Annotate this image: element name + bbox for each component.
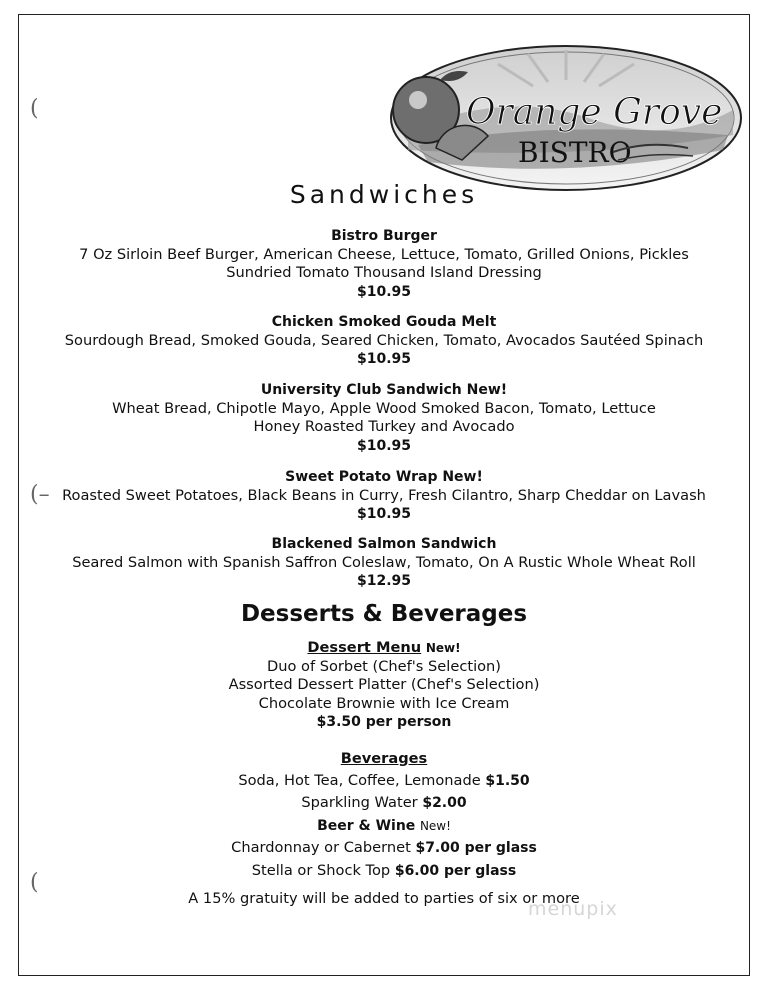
beverage-line — [0, 860, 768, 883]
beverage-line — [0, 837, 768, 860]
beverage-price: $6.00 per glass — [394, 862, 517, 879]
item-price: $10.95 — [356, 437, 412, 454]
logo-title: Orange Grove — [466, 92, 723, 133]
watermark: menupix — [528, 898, 618, 920]
item-description: Roasted Sweet Potatoes, Black Beans in Curry, Fresh Cilantro, Sharp Cheddar on Lavash — [62, 486, 706, 504]
item-price: $12.95 — [356, 573, 412, 589]
item-price: $10.95 — [356, 283, 412, 300]
punch-hole-mark: ( — [30, 870, 39, 895]
punch-hole-mark: ( — [30, 96, 39, 121]
dessert-item: Chocolate Brownie with Ice Cream — [258, 694, 510, 712]
beverages — [0, 748, 768, 882]
bistro-logo — [388, 40, 748, 200]
item-description: Sourdough Bread, Smoked Gouda, Seared Chicken, Tomato, Avocados Sautéed Spinach — [64, 331, 704, 349]
beverages-label: Beverages — [340, 750, 428, 767]
beverage-text: Soda, Hot Tea, Coffee, Lemonade — [238, 771, 481, 789]
beverage-text: Stella or Shock Top — [251, 861, 391, 879]
item-name: Chicken Smoked Gouda Melt — [271, 314, 497, 330]
item-name: Sweet Potato Wrap New! — [285, 469, 483, 485]
item-description: Seared Salmon with Spanish Saffron Coleslaw, Tomato, On A Rustic Whole Wheat Roll — [72, 553, 696, 571]
dessert-item: Duo of Sorbet (Chef's Selection) — [266, 657, 501, 675]
section-title-sandwiches: Sandwiches — [289, 180, 479, 209]
item-description: Sundried Tomato Thousand Island Dressing — [226, 264, 542, 281]
item-description: Honey Roasted Turkey and Avocado — [253, 418, 515, 435]
item-description: Wheat Bread, Chipotle Mayo, Apple Wood Smoked Bacon, Tomato, Lettuce — [112, 399, 656, 417]
menu-item — [0, 227, 768, 301]
dessert-menu — [0, 639, 768, 732]
new-badge: New! — [419, 818, 451, 833]
beverage-price: $2.00 — [422, 795, 467, 811]
beer-wine-label: Beer & Wine — [317, 817, 416, 834]
beverage-text: Chardonnay or Cabernet — [231, 839, 411, 856]
menu-item — [0, 381, 768, 455]
new-badge: New! — [425, 641, 461, 655]
punch-hole-mark: (– — [30, 482, 50, 507]
beverage-price: $7.00 per glass — [415, 840, 537, 856]
gratuity-note: A 15% gratuity will be added to parties of six or more — [188, 890, 580, 907]
menu-item — [0, 313, 768, 369]
menu-item — [0, 468, 768, 524]
section-title-desserts: Desserts & Beverages — [240, 601, 528, 627]
beverage-text: Sparkling Water — [301, 794, 418, 811]
item-price: $10.95 — [356, 506, 412, 522]
dessert-price: $3.50 per person — [316, 714, 452, 730]
dessert-menu-label: Dessert Menu — [307, 639, 422, 656]
logo-subtitle: BISTRO — [518, 136, 632, 169]
item-price: $10.95 — [356, 351, 412, 367]
dessert-item: Assorted Dessert Platter (Chef's Selection) — [228, 676, 540, 693]
item-description: 7 Oz Sirloin Beef Burger, American Cheese, Lettuce, Tomato, Grilled Onions, Pickles — [79, 245, 689, 263]
beverage-line — [0, 792, 768, 815]
item-name: University Club Sandwich New! — [260, 382, 508, 398]
item-name: Bistro Burger — [331, 228, 437, 244]
beverage-line — [0, 770, 768, 793]
item-name: Blackened Salmon Sandwich — [271, 536, 497, 552]
menu-item — [0, 535, 768, 591]
beverage-price: $1.50 — [485, 772, 530, 789]
